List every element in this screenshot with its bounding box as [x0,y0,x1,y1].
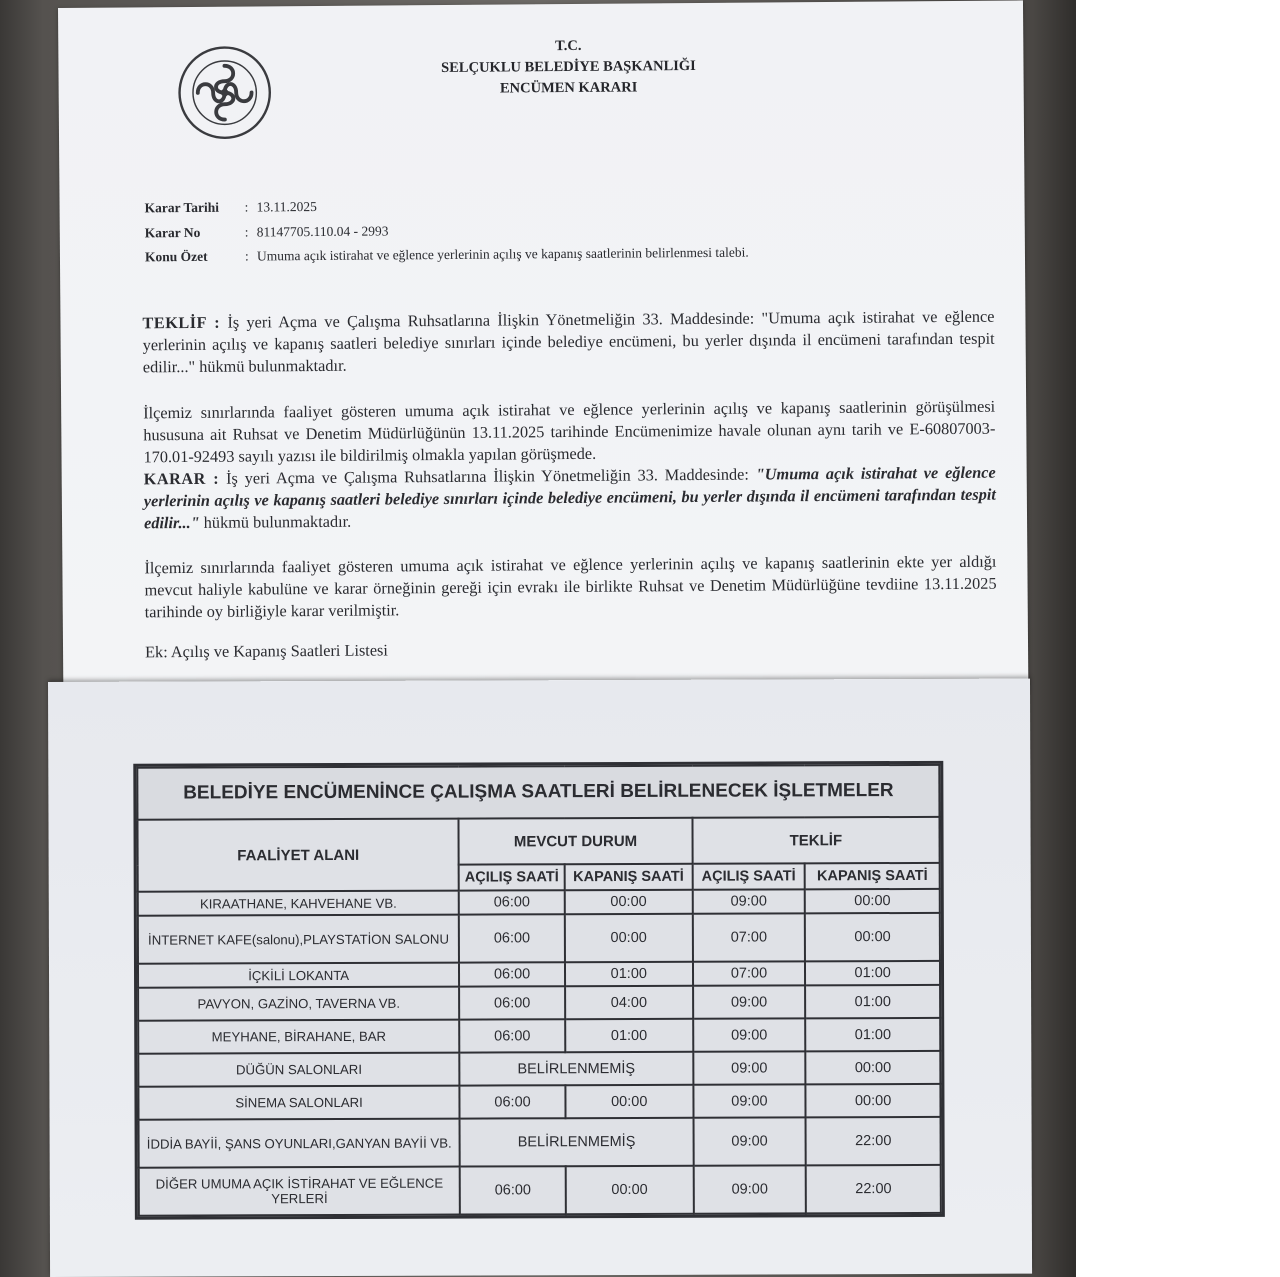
header-republic: T.C. [555,37,582,55]
proposal-close-cell: 01:00 [805,985,940,1018]
decision-date: 13.11.2025 [256,198,317,215]
table-row [139,1117,941,1168]
document-header [388,35,748,101]
proposal-close-header: KAPANIŞ SAATİ [805,863,940,889]
proposal-close-cell: 22:00 [806,1117,941,1165]
proposal-paragraph [142,306,994,379]
current-close-cell: 01:00 [565,962,693,986]
activity-cell: İDDİA BAYİİ, ŞANS OYUNLARI,GANYAN BAYİİ VB. [139,1119,460,1168]
table-row [139,1165,941,1216]
table-row [138,961,940,988]
activity-cell: KIRAATHANE, KAHVEHANE VB. [138,891,459,916]
current-close-header: KAPANIŞ SAATİ [565,864,693,890]
operating-hours-table [136,764,942,1217]
activity-cell: PAVYON, GAZİNO, TAVERNA VB. [138,987,459,1021]
decision-page [58,0,1028,698]
hours-table-body [138,889,941,1216]
current-open-cell: 06:00 [459,1019,565,1052]
current-close-cell: 01:00 [565,1019,693,1052]
decision-paragraph [144,462,996,535]
current-status-undetermined-cell: BELİRLENMEMİŞ [460,1052,694,1086]
decision-tail: hükmü bulunmaktadır. [199,511,352,532]
current-close-cell: 00:00 [566,1166,694,1214]
decision-text: İş yeri Açma ve Çalışma Ruhsatlarına İlişkin Yönetmeliğin 33. Maddesinde: [219,464,756,488]
proposal-open-cell: 09:00 [693,1051,806,1084]
proposal-close-cell: 00:00 [805,889,940,913]
current-open-cell: 06:00 [459,986,565,1019]
proposal-header: TEKLİF [692,817,940,864]
hours-list-page [48,679,1032,1277]
proposal-text: İş yeri Açma ve Çalışma Ruhsatlarına İlişkin Yönetmeliğin 33. Maddesinde: "Umuma açık istirahat ve eğlence yerlerinin açılış ve kapanış saatleri belediye sınırları içinde belediye encümeni, bu yerler dışında il encümeni tarafından tespit edilir..." hükmü bulunmaktadır. [142,306,995,377]
meta-label: Konu Özet [144,248,208,265]
activity-column-header: FAALİYET ALANI [137,819,458,892]
header-municipality: SELÇUKLU BELEDİYE BAŞKANLIĞI [441,57,696,76]
municipality-seal-icon [176,44,273,141]
current-open-cell: 06:00 [459,962,565,986]
proposal-lead: TEKLİF : [142,312,221,333]
activity-cell: SİNEMA SALONLARI [138,1086,459,1120]
meta-colon: : [244,248,249,264]
decision-quote: "Umuma açık istirahat ve eğlence yerlerinin açılış ve kapanış saatleri belediye sınırları içinde belediye encümeni, bu yerler dışında il encümeni tarafından tespit edilir..." [143,462,996,533]
activity-cell: DİĞER UMUMA AÇIK İSTİRAHAT VE EĞLENCE YERLERİ [139,1167,460,1216]
proposal-open-header: AÇILIŞ SAATİ [692,863,805,889]
meta-label: Karar No [144,224,201,240]
meta-row-subject [145,245,749,274]
current-open-cell: 06:00 [459,890,565,914]
discussion-paragraph: İlçemiz sınırlarında faaliyet gösteren umuma açık istirahat ve eğlence yerlerinin açılış ve kapanış saatlerinin görüşülmesi hususuna ait Ruhsat ve Denetim Müdürlüğünün 13.11.2025 tarihinde Encümenimize havale olunan aynı tarih ve E-60807003-170.01-92493 sayılı yazısı ile bildirilmiş olmakla yapılan görüşmede. [143,396,996,467]
activity-cell: İÇKİLİ LOKANTA [138,963,459,988]
proposal-close-cell: 22:00 [806,1165,941,1213]
table-title: BELEDİYE ENCÜMENİNCE ÇALIŞMA SAATLERİ BELİRLENECEK İŞLETMELER [137,765,939,820]
proposal-open-cell: 09:00 [693,1018,806,1051]
table-row [138,913,940,964]
header-document-type: ENCÜMEN KARARI [499,79,638,97]
decision-lead: KARAR : [143,468,220,489]
proposal-open-cell: 09:00 [693,1117,806,1165]
current-open-cell: 06:00 [459,914,565,962]
decision-meta [145,196,749,274]
meta-colon: : [244,224,249,240]
proposal-open-cell: 09:00 [693,1165,806,1213]
current-close-cell: 04:00 [565,986,693,1019]
proposal-open-cell: 09:00 [693,985,806,1018]
proposal-open-cell: 07:00 [692,913,805,961]
proposal-close-cell: 00:00 [806,1051,941,1084]
activity-cell: İNTERNET KAFE(salonu),PLAYSTATİON SALONU [138,915,459,964]
proposal-close-cell: 01:00 [805,1018,940,1051]
proposal-open-cell: 09:00 [692,889,805,913]
current-close-cell: 00:00 [565,1085,693,1118]
proposal-close-cell: 01:00 [805,961,940,985]
table-row [138,1018,940,1054]
current-open-header: AÇILIŞ SAATİ [459,864,565,890]
current-open-cell: 06:00 [460,1166,566,1214]
current-close-cell: 00:00 [565,890,693,914]
table-row [138,889,940,916]
decision-subject: Umuma açık istirahat ve eğlence yerlerinin açılış ve kapanış saatlerinin belirlenmesi talebi. [256,244,749,264]
table-row [138,985,940,1021]
table-row [138,1051,940,1087]
decision-number: 81147705.110.04 - 2993 [256,222,389,239]
attachment-note: Ek: Açılış ve Kapanış Saatleri Listesi [144,640,388,662]
proposal-open-cell: 09:00 [693,1084,806,1117]
current-status-header: MEVCUT DURUM [459,818,693,865]
proposal-close-cell: 00:00 [805,913,940,961]
proposal-open-cell: 07:00 [693,961,806,985]
meta-colon: : [244,199,249,215]
current-open-cell: 06:00 [460,1085,566,1118]
proposal-close-cell: 00:00 [806,1084,941,1117]
activity-cell: DÜĞÜN SALONLARI [138,1053,459,1087]
table-row [138,1084,940,1120]
current-status-undetermined-cell: BELİRLENMEMİŞ [460,1118,694,1167]
resolution-paragraph: İlçemiz sınırlarında faaliyet gösteren umuma açık istirahat ve eğlence yerlerinin açılış ve kapanış saatlerinin ekte yer aldığı mevcut haliyle kabulüne ve karar örneğinin gereği için evrakı ile birlikte Ruhsat ve Denetim Müdürlüğüne tevdiine 13.11.2025 tarihinde oy birliğiyle karar verilmiştir. [144,551,997,622]
activity-cell: MEYHANE, BİRAHANE, BAR [138,1020,459,1054]
current-close-cell: 00:00 [565,914,693,962]
meta-label: Karar Tarihi [144,199,220,216]
